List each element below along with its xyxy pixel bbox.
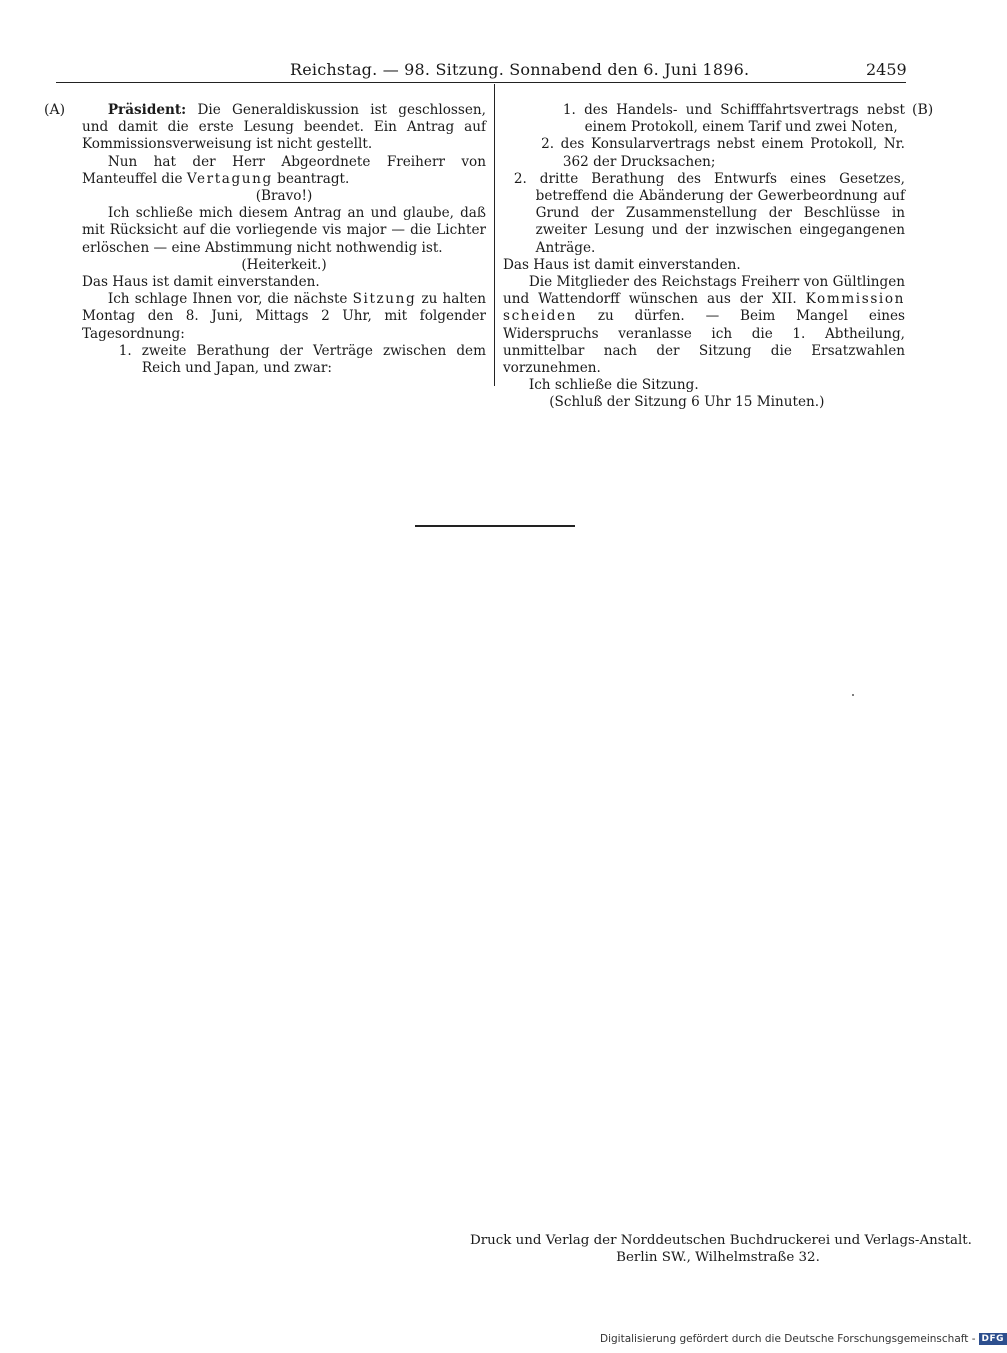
agenda-subitem: 2. des Konsularvertrags nebst einem Protokoll, Nr. 362 der Drucksachen; bbox=[541, 136, 905, 170]
end-rule bbox=[415, 525, 575, 527]
footer-text: Digitalisierung gefördert durch die Deutsche Forschungsgemeinschaft - bbox=[600, 1333, 976, 1345]
speaker-name: Präsident: bbox=[107, 102, 187, 118]
emphasis-text: Sitzung bbox=[352, 291, 417, 308]
column-divider bbox=[494, 84, 495, 386]
agenda-item: 1. zweite Berathung der Verträge zwischen dem Reich und Japan, und zwar: bbox=[118, 342, 486, 377]
paragraph bbox=[82, 102, 486, 154]
text-segment: zu dürfen. — Beim Mangel eines Widerspruchs veranlasse ich die 1. Abtheilung, unmittelbar nach der Sitzung die Ersatzwahlen vorzunehmen. bbox=[503, 308, 905, 377]
text-segment: Die Mitglieder des Reichstags Freiherr von Gültlingen und Wattendorff wünschen aus der XII. bbox=[503, 274, 905, 308]
page-number: 2459 bbox=[866, 60, 907, 79]
session-close: (Schluß der Sitzung 6 Uhr 15 Minuten.) bbox=[549, 394, 825, 411]
paragraph: Das Haus ist damit einverstanden. bbox=[503, 256, 741, 273]
paragraph: Ich schließe die Sitzung. bbox=[528, 377, 699, 394]
paragraph: Das Haus ist damit einverstanden. bbox=[82, 274, 320, 291]
paragraph: Ich schließe mich diesem Antrag an und glaube, daß mit Rücksicht auf die vorliegende vis major — die Lichter erlöschen — eine Abstimmung nicht nothwendig ist. bbox=[82, 205, 486, 256]
paragraph bbox=[82, 291, 486, 343]
left-column bbox=[82, 102, 486, 377]
imprint-address: Berlin SW., Wilhelmstraße 32. bbox=[616, 1250, 820, 1265]
margin-mark-a: (A) bbox=[44, 102, 66, 118]
paragraph bbox=[503, 274, 905, 377]
running-head: Reichstag. — 98. Sitzung. Sonnabend den 6. Juni 1896. bbox=[290, 60, 750, 79]
interjection: (Heiterkeit.) bbox=[241, 256, 327, 273]
agenda-subitem: 1. des Handels- und Schifffahrtsvertrags nebst einem Protokoll, einem Tarif und zwei Noten, bbox=[562, 102, 905, 136]
emphasis-text: Kommission scheiden bbox=[503, 291, 905, 325]
imprint-publisher: Druck und Verlag der Norddeutschen Buchdruckerei und Verlags-Anstalt. bbox=[470, 1233, 972, 1248]
text-segment: Ich schlage Ihnen vor, die nächste bbox=[107, 291, 353, 308]
dfg-logo-icon: DFG bbox=[979, 1333, 1007, 1345]
imprint bbox=[470, 1232, 972, 1266]
margin-mark-b: (B) bbox=[912, 102, 934, 118]
emphasis-text: Vertagung bbox=[186, 170, 273, 187]
text-segment: Nun hat der Herr Abgeordnete Freiherr von Manteuffel die bbox=[82, 153, 486, 187]
text-segment: beantragt. bbox=[272, 170, 350, 187]
interjection: (Bravo!) bbox=[255, 188, 313, 205]
paragraph-text: Die Generaldiskussion ist geschlossen, und damit die erste Lesung beendet. Ein Antrag auf Kommissionsverweisung ist nicht gestellt. bbox=[82, 102, 486, 153]
text-segment: zu halten Montag den 8. Juni, Mittags 2 Uhr, mit folgender Tagesordnung: bbox=[82, 291, 486, 342]
header-rule bbox=[56, 82, 906, 83]
right-column bbox=[503, 102, 905, 412]
digitization-footer bbox=[600, 1333, 1005, 1345]
paragraph bbox=[82, 154, 486, 188]
agenda-item: 2. dritte Berathung des Entwurfs eines Gesetzes, betreffend die Abänderung der Gewerbeordnung auf Grund der Zusammenstellung der Beschlüsse in zweiter Lesung und der inzwischen eingegangenen Anträge. bbox=[513, 170, 905, 256]
scan-speck bbox=[852, 694, 854, 696]
